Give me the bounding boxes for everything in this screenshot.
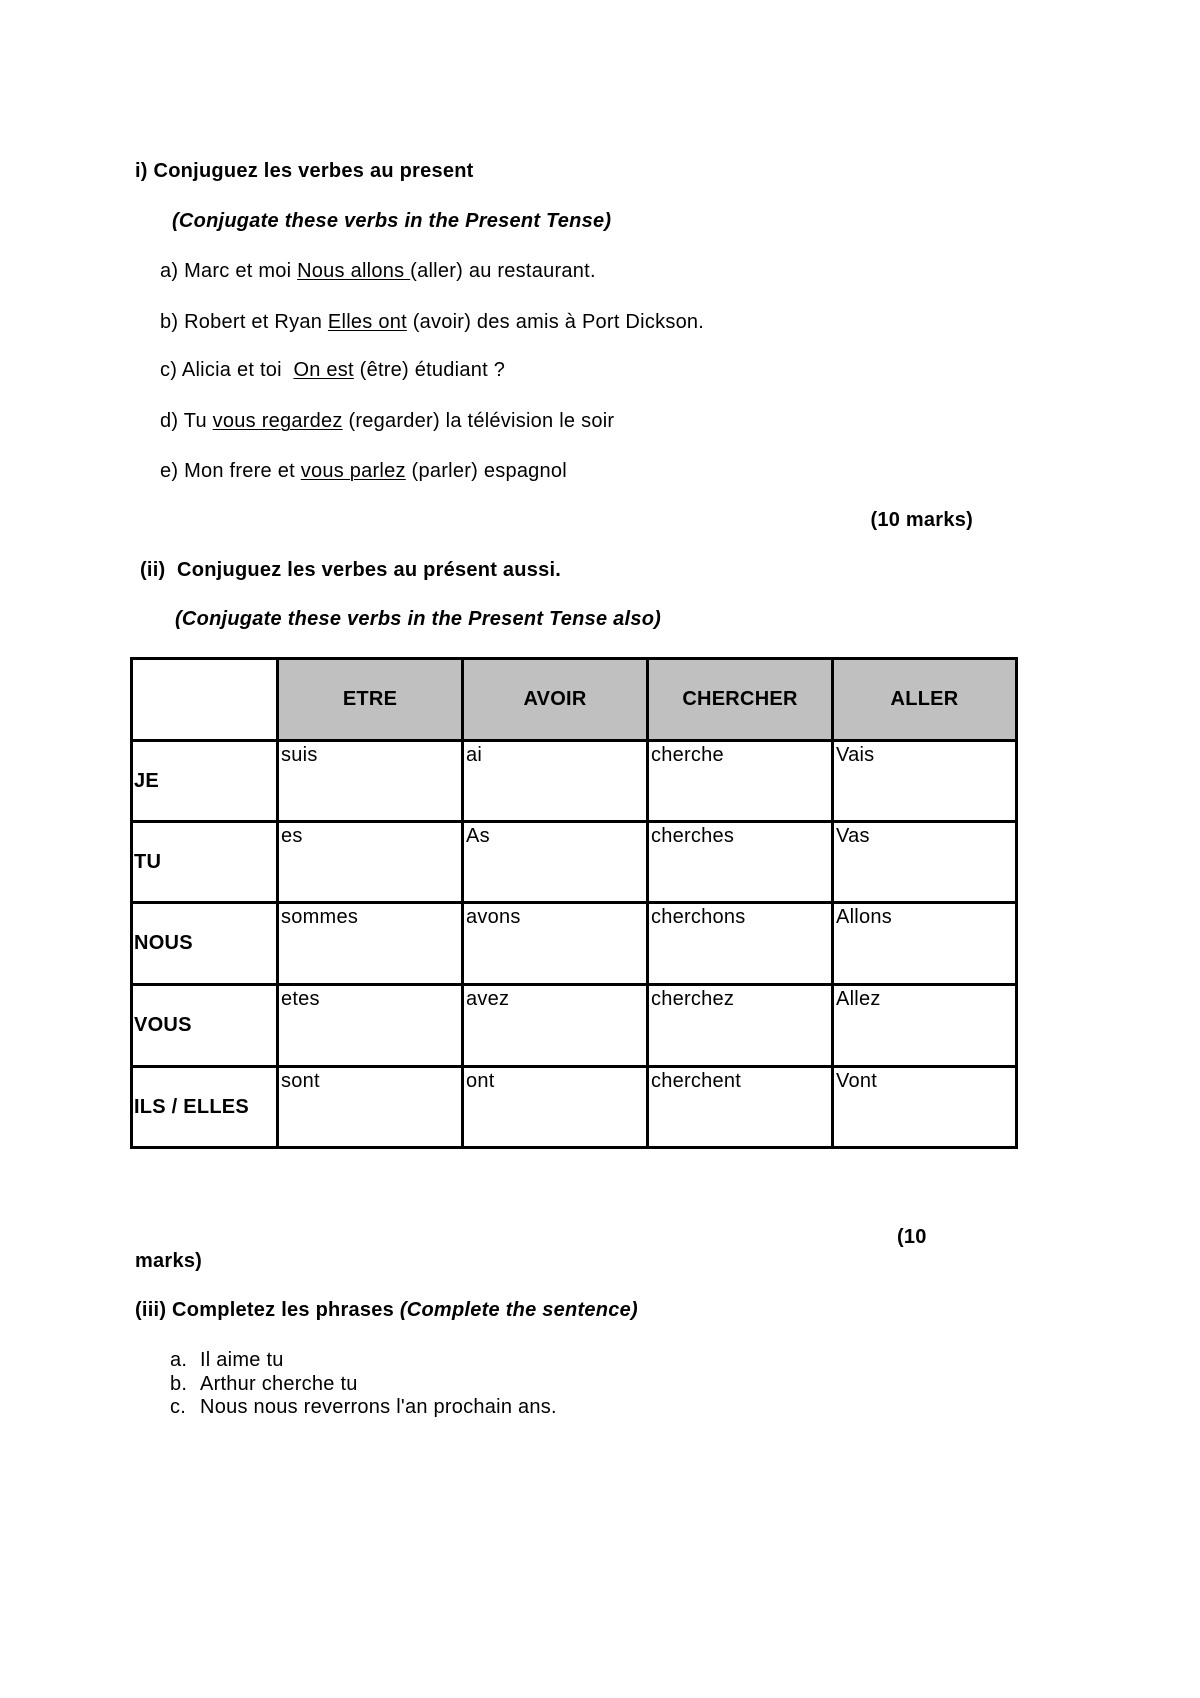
item-rest: (être) étudiant ? <box>353 359 506 381</box>
conjugation-cell-vous-chercher: cherchez <box>649 986 831 1065</box>
conjugation-cell-tu-avoir: As <box>464 823 646 901</box>
pronoun-label-je: JE <box>133 742 276 820</box>
exercise-item-e <box>160 460 567 483</box>
section-3-title-english: (Complete the sentence) <box>399 1299 638 1321</box>
list-marker: c. <box>170 1396 187 1418</box>
exercise-item-d <box>160 410 614 433</box>
conjugation-cell-ils-avoir: ont <box>464 1068 646 1146</box>
conjugation-cell-tu-etre: es <box>279 823 461 901</box>
item-prompt: e) Mon frere et <box>160 460 301 482</box>
item-rest: (avoir) des amis à Port Dickson. <box>406 311 705 333</box>
section-3-title <box>135 1299 638 1322</box>
pronoun-label-nous: NOUS <box>133 904 276 983</box>
item-rest: (parler) espagnol <box>405 460 567 482</box>
conjugation-cell-ils-etre: sont <box>279 1068 461 1146</box>
section-3-title-french: (iii) Completez les phrases <box>135 1299 400 1321</box>
item-rest: (aller) au restaurant. <box>410 260 596 282</box>
conjugation-cell-vous-aller: Allez <box>834 986 1015 1065</box>
conjugation-cell-nous-etre: sommes <box>279 904 461 983</box>
sentence-item-c <box>170 1396 557 1419</box>
section-1-title: i) Conjuguez les verbes au present <box>135 160 474 182</box>
conjugation-cell-ils-chercher: cherchent <box>649 1068 831 1146</box>
sentence-text: Nous nous reverrons l'an prochain ans. <box>200 1396 557 1418</box>
sentence-item-b <box>170 1373 358 1396</box>
section-2-subtitle: (Conjugate these verbs in the Present Tense also) <box>175 608 662 630</box>
conjugation-table <box>130 657 1018 1149</box>
table-corner-cell <box>133 660 276 739</box>
conjugation-cell-je-aller: Vais <box>834 742 1015 820</box>
conjugation-cell-je-etre: suis <box>279 742 461 820</box>
list-marker: b. <box>170 1373 188 1395</box>
conjugation-cell-tu-aller: Vas <box>834 823 1015 901</box>
section-2-title: (ii) Conjuguez les verbes au présent aussi. <box>140 559 562 581</box>
item-answer: Nous allons <box>297 260 411 282</box>
conjugation-cell-ils-aller: Vont <box>834 1068 1015 1146</box>
pronoun-label-tu: TU <box>133 823 276 901</box>
pronoun-label-vous: VOUS <box>133 986 276 1065</box>
table-header-avoir: AVOIR <box>464 660 646 739</box>
conjugation-cell-nous-aller: Allons <box>834 904 1015 983</box>
item-prompt: c) Alicia et toi <box>160 359 294 381</box>
conjugation-cell-vous-etre: etes <box>279 986 461 1065</box>
sentence-text: Il aime tu <box>200 1349 284 1371</box>
pronoun-label-ils-elles: ILS / ELLES <box>133 1068 276 1146</box>
table-header-etre: ETRE <box>279 660 461 739</box>
section-2-marks-part-1: (10 <box>897 1226 927 1248</box>
item-prompt: b) Robert et Ryan <box>160 311 328 333</box>
conjugation-cell-vous-avoir: avez <box>464 986 646 1065</box>
table-header-aller: ALLER <box>834 660 1015 739</box>
conjugation-cell-nous-chercher: cherchons <box>649 904 831 983</box>
item-answer: On est <box>293 359 354 381</box>
item-answer: vous regardez <box>212 410 343 432</box>
exercise-item-c <box>160 359 505 382</box>
table-header-chercher: CHERCHER <box>649 660 831 739</box>
item-prompt: a) Marc et moi <box>160 260 298 282</box>
section-1-marks: (10 marks) <box>870 509 973 531</box>
item-prompt: d) Tu <box>160 410 213 432</box>
sentence-item-a <box>170 1349 284 1372</box>
exercise-item-b <box>160 311 704 334</box>
conjugation-cell-tu-chercher: cherches <box>649 823 831 901</box>
list-marker: a. <box>170 1349 188 1371</box>
item-rest: (regarder) la télévision le soir <box>342 410 615 432</box>
section-1-subtitle: (Conjugate these verbs in the Present Tense) <box>172 210 612 232</box>
conjugation-cell-je-avoir: ai <box>464 742 646 820</box>
section-2-marks-part-2: marks) <box>135 1250 203 1272</box>
conjugation-cell-nous-avoir: avons <box>464 904 646 983</box>
item-answer: vous parlez <box>300 460 406 482</box>
sentence-text: Arthur cherche tu <box>200 1373 358 1395</box>
conjugation-cell-je-chercher: cherche <box>649 742 831 820</box>
exercise-item-a <box>160 260 596 283</box>
item-answer: Elles ont <box>327 311 407 333</box>
